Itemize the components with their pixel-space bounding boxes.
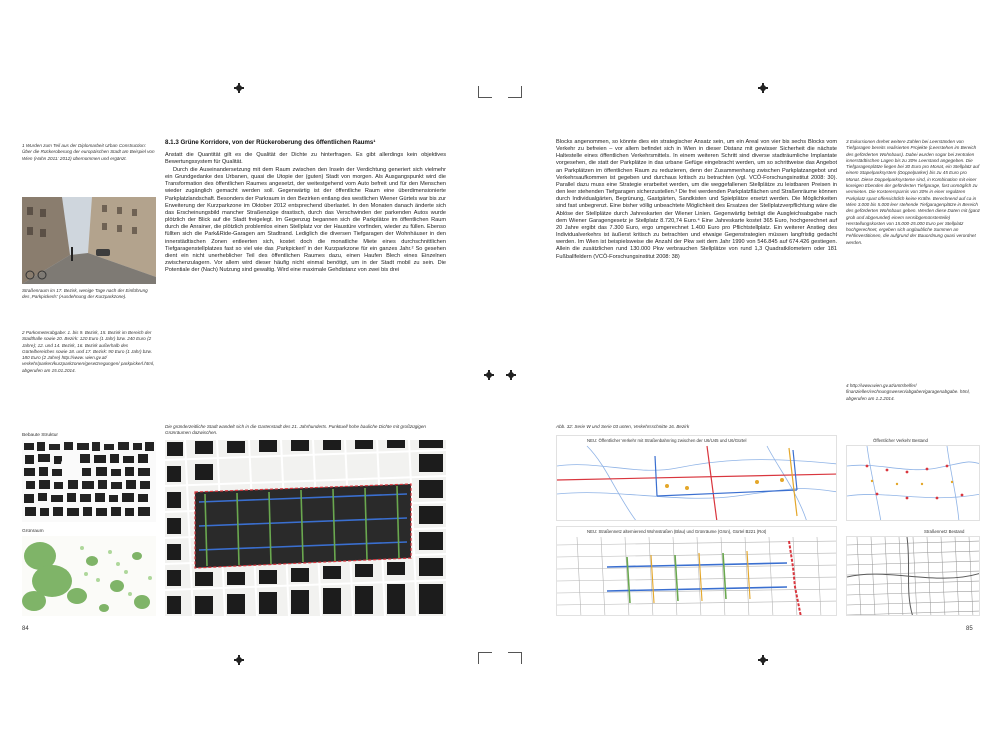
street-photo (22, 197, 156, 284)
registration-mark (234, 655, 244, 665)
registration-mark (758, 655, 768, 665)
footnote-4: 4 http://www.wien.gv.at/amtshelfer/ finanzielles/rechnungswesen/abgaben/garagenabgabe. html, abgerufen am 1.2.2014. (846, 383, 970, 401)
transit-new-graphic (557, 436, 837, 521)
body-paragraph-2: Durch die Auseinandersetzung mit dem Raum zwischen den Inseln der Verdichtung generiert sich vielmehr ein Grundgedanke des Urbanen, quasi die Utopie der (guten) Stadt von morgen. Als Ausgangspunkt wird die Transformation des öffentlichen Raumes angesetzt, der weitestgehend vom Auto befreit und für den Menschen wieder zugänglich gemacht werden soll. Gegenwärtig ist der öffentliche Raum eine überdimensionierte Parkplatzlandschaft. Besonders der Parkraum in den Bezirken entlang des westlichen Wiener Gürtels war bis zur Erweiterung der Kurzparkzone im Oktober 2012 entsprechend überlastet. In den Monaten danach änderte sich das Erscheinungsbild mancher Straßenzüge drastisch, durch das Verschwinden der parkenden Autos wurde plötzlich der Blick auf die Stadt freigelegt. Im Gegenzug begannen sich die Parkplätze im öffentlichen Raum durch die Anrainer, die plötzlich problemlos einen Stellplatz vor der Haustüre vorfinden, wieder zu füllen. Ebenso füllten sich die Park&Ride-Garagen am Stadtrand. Lediglich die diversen Tiefgaragen der Wohnhäuser in den innerstädtischen Zonen entleerten sich, kostet doch die monatliche Miete eines durchschnittlichen Tiefgaragenstellplatzes fast so viel wie das ‚Parkpickerl' in der Kurzparkzone für ein ganzes Jahr.² So gesehen dient ein nicht unerheblicher Teil des öffentlichen Raumes dazu, einen Haufen Blech eines Einzelnen zwischenzulagern. Vor allem wird dieser häufig nicht einmal benötigt, um in der Stadt mobil zu sein. Die Potentiale der (Nach) Nutzung sind gewaltig. Wird eine maximale Gehdistanz von zwei bis drei (165, 167, 446, 274)
street-network-existing-graphic (847, 537, 980, 616)
transit-new-map (556, 435, 837, 521)
street-network-existing-map (846, 536, 980, 616)
label-built-structure: Bebaute Struktur (22, 433, 58, 438)
body-paragraph-right: Blocks angenommen, so könnte dies ein strategischer Ansatz sein, um ein Areal von vier bis sechs Blocks vom Verkehr zu befreien – vor allem befindet sich in Wien in dieser Distanz mit gewisser Sicherheit die nächste Haltestelle eines öffentlichen Verkehrsmittels. In einem weiteren Schritt sind diverse stadträumliche Implantate vorgesehen, die statt der Parkplätze in das urbane Gefüge eingebracht werden, um so schrittweise das Angebot an Parkplätzen im öffentlichen Raum zu reduzieren, denn der Zusammenhang zwischen Parkplatzangebot und Verkehrsaufkommen ist gegeben und durchaus kritisch zu betrachten (vgl. VCÖ-Forschungsinstitut 2008: 30). Parallel dazu muss eine Strategie erarbeitet werden, um die weggefallenen Stellplätze zu leistbaren Preisen in den leer stehenden Tiefgaragen sicherzustellen.³ Die frei werdenden Parkplatzflächen und Straßenräume können durch Individualgärten, Begrünung, Gastgärten, Sandkisten und Spielplätze ersetzt werden. Die Möglichkeiten sind fast unbegrenzt. Eine bisher völlig unbeachtete Möglichkeit des Ersatzes der Stellplatzverpflichtung wäre die Ablöse der Stellplätze durch Jahreskarten der Wiener Linien. Gegenwärtig beträgt die Ausgleichsabgabe nach dem Wiener Garagengesetz je Stellplatz 8.720,74 Euro.⁴ Eine Jahreskarte kostet 365 Euro, hochgerechnet auf 20 Jahre ergibt das 7.300 Euro, ergo umgerechnet 1.400 Euro pro Pflichtstellplatz. Ein weiterer Anstieg des Individualverkehrs ist äußerst kritisch zu betrachten und etwaige Gegenstrategien müssen langfristig gedacht werden. Im Wien ist beispielsweise die Anzahl der Pkw seit dem Jahr 1990 von 546.845 auf 674.426 gestiegen. Allein die zusätzlichen rund 130.000 Pkw verbrauchen Stellplätze von rund 1,3 Quadratkilometern oder 181 Fußballfeldern (VCÖ-Forschungsinstitut 2008: 38) (556, 139, 837, 260)
photo-caption: Straßenraum im 17. Bezirk, wenige Tage nach der Einführung des ‚Parkpickerls' (Ausdehnung der Kurzparkzone). (22, 288, 148, 299)
street-network-existing-label: Straßennetz Bestand (924, 529, 965, 534)
registration-mark (484, 370, 494, 380)
crop-mark (508, 652, 522, 664)
page-number-left: 84 (22, 626, 29, 632)
urban-block-graphic (165, 440, 446, 616)
street-network-new-map (556, 526, 837, 616)
figure-caption: Abb. 32: Serie W und Serie 03 unten, Verkehrsschnitte 16. Bezirk (556, 424, 690, 429)
green-space-graphic (22, 536, 156, 616)
transit-existing-label: Öffentlicher Verkehr Bestand (873, 438, 928, 443)
transit-existing-graphic (847, 446, 980, 521)
built-structure-map (22, 440, 156, 522)
footnote-3: 3 Exkursionen drehet weitere Zahlen bei Leerständen von Tiefgaragen bereits realisierten Projekte (Leerstehen im Bereich des geförderten Wohnbaus). Dabei wurden sogar bei zentralen innerstädtischen Lagen bis zu 30% Leerstand angegeben. Die Tiefgaragenplätze liegen bei 30 Euro pro Monat, ein Stellplatz auf einem Stapelparksystem (Doppelparker) bis zu 45 Euro pro Monat. Diese Doppelparksysteme sind, in Kombination mit einer koreigen Ebenden der geförderten Tiefgarage, fast unmöglich zu vermieten. Die Kosterersparnis von 30% in einer regulären Parkplatz spart offensichtlich keine Kräfte. Berechnend auf ca in Wien 3.000 bis 5.000 leer stehende Tiefgaragenplätze in Bereich des geförderten Wohnbaus geben. Werden diese Daten mit (ganz grob und abgerundet) einem sensibgemünsterteile) Herstellungskosten von 15.000-25.000 Euro per Stellplatz hochgerechnet, ergeben sich unglaubliche Summen an Fehlinvestitionen, die aufgrund der Bauordnung quasi verordnet werden. (846, 139, 980, 245)
transit-existing-map (846, 445, 980, 521)
registration-mark (234, 83, 244, 93)
crop-mark (478, 652, 492, 664)
body-paragraph-1: Anstatt die Quantität gilt es die Qualität der Dichte zu hinterfragen. Es gibt allerdings kein objektives Bewertungssystem für Qualität. (165, 152, 446, 166)
street-photo-image (22, 197, 156, 284)
map-caption: Die gründerzeitliche Stadt wandelt sich in die Gartenstadt des 21. Jahrhunderts. Punktuell hohe bauliche Dichte mit großzügigen Grünräumen dazwischen. (165, 424, 426, 435)
street-network-new-title: NEU: Straßennetz alternierend Wohnstraßen (Blau) und Grünräume (Grün), Gürtel B221 (Rot) (587, 529, 767, 534)
urban-block-map (165, 440, 446, 616)
crop-mark (508, 86, 522, 98)
built-structure-graphic (22, 440, 156, 522)
footnote-1: 1 Wurden zum Teil aus der Diplomarbeit Urban Construction: Über die Rückeroberung der europäischen Stadt am Beispiel von Wien (Hahn 2011: 2012) übernommen und ergänzt. (22, 143, 155, 161)
green-space-map (22, 536, 156, 616)
label-green-space: Grünraum (22, 529, 44, 534)
transit-new-title: NEU: Öffentlicher Verkehr mit Straßenbahnring zwischen der U6/U45 und U6/Gürtel (587, 438, 747, 443)
registration-mark (758, 83, 768, 93)
registration-mark (506, 370, 516, 380)
footnote-2: 2 Parkometerabgabe: 1. bis 9. Bezirk, 15. Bezirk im Bereich der Stadthalle sowie 20. Bezirk: 120 Euro (1 Jahr) bzw. 240 Euro (2 Jahre); 12. und 14. Bezirk, 16. Bezirk außerhalb des Gürtelbereiches sowie 18. und 17. Bezirk: 90 Euro (1 Jahr) bzw. 180 Euro (2 Jahre) http://www. wien.gv.at/ verkehr/parken/kurzparkzonen/gesetzregungen/ parkpickerl.html, abgerufen am 15.01.2014. (22, 330, 155, 373)
section-heading: 8.1.3 Grüne Korridore, von der Rückeroberung des öffentlichen Raums¹ (165, 139, 376, 146)
street-network-new-graphic (557, 527, 837, 616)
crop-mark (478, 86, 492, 98)
page-number-right: 85 (966, 626, 973, 632)
